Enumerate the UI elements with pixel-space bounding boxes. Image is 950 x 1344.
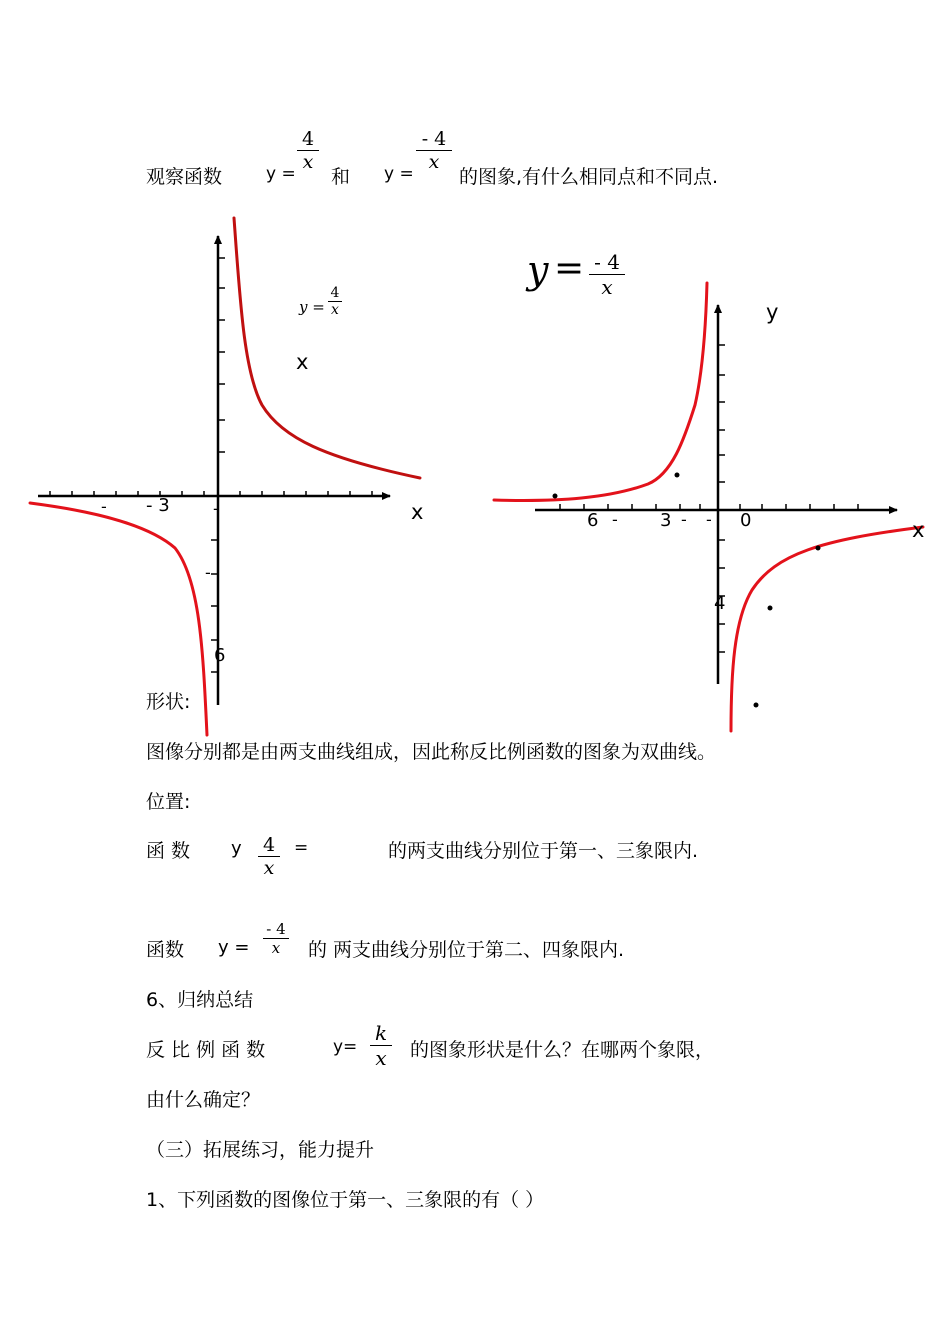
line1-num: 4 bbox=[262, 834, 276, 856]
right-tick-four: 4 bbox=[714, 593, 726, 614]
right-y-axis-label: y bbox=[766, 300, 779, 324]
left-label-num: 4 bbox=[330, 285, 340, 301]
shape-title: 形状: bbox=[146, 691, 191, 713]
intro-frac2-den: x bbox=[428, 151, 440, 173]
right-tick-three: 3 bbox=[660, 510, 672, 531]
right-tick-dash-1: - bbox=[612, 510, 618, 529]
line1-prefix: 函 数 bbox=[146, 840, 191, 862]
plot-point bbox=[768, 606, 773, 611]
left-graph-label-fraction bbox=[328, 285, 342, 318]
line1-eq: = bbox=[294, 838, 309, 858]
right-title-den: x bbox=[601, 275, 613, 299]
left-tick-below-origin: - bbox=[213, 499, 219, 518]
line1-y: y bbox=[231, 838, 242, 859]
intro-frac1-den: x bbox=[302, 151, 314, 173]
right-tick-six: 6 bbox=[587, 510, 599, 531]
right-tick-dash-3: - bbox=[706, 510, 712, 529]
left-tick-neg-a: - bbox=[101, 497, 107, 516]
summary-den: x bbox=[375, 1046, 387, 1070]
shape-text: 图像分别都是由两支曲线组成，因此称反比例函数的图象为双曲线。 bbox=[146, 741, 717, 763]
right-tick-zero: 0 bbox=[740, 510, 752, 531]
line1-suffix: 的两支曲线分别位于第一、三象限内. bbox=[388, 840, 699, 862]
summary-question-suffix: 的图象形状是什么？在哪两个象限， bbox=[410, 1039, 715, 1061]
line2-prefix: 函数 bbox=[146, 939, 185, 961]
right-graph-title-fraction bbox=[589, 250, 625, 299]
plot-point bbox=[754, 703, 759, 708]
summary-question-prefix: 反 比 例 函 数 bbox=[146, 1039, 266, 1061]
line2-den: x bbox=[271, 939, 281, 957]
left-curve-quadrant-1 bbox=[234, 218, 420, 478]
right-graph-title-y: y bbox=[527, 248, 549, 292]
intro-frac2-num: - 4 bbox=[421, 128, 447, 150]
intro-y-eq-2: y = bbox=[384, 164, 414, 184]
intro-suffix: 的图象,有什么相同点和不同点. bbox=[459, 166, 719, 188]
right-graph-title-eq: = bbox=[554, 248, 585, 289]
summary-fraction bbox=[370, 1021, 392, 1070]
right-x-axis-label: x bbox=[912, 518, 925, 542]
plot-point bbox=[675, 473, 680, 478]
right-title-num: - 4 bbox=[594, 250, 620, 274]
line1-den: x bbox=[263, 857, 275, 879]
left-label-den: x bbox=[331, 302, 339, 318]
line2-suffix: 的 两支曲线分别位于第二、四象限内. bbox=[308, 939, 625, 961]
line2-num: - 4 bbox=[266, 920, 286, 938]
intro-y-eq-1: y = bbox=[266, 164, 296, 184]
intro-prefix: 观察函数 bbox=[146, 166, 223, 188]
right-curve-quadrant-2 bbox=[494, 283, 707, 500]
intro-and: 和 bbox=[331, 166, 351, 188]
left-tick-neg-3: - 3 bbox=[146, 495, 170, 516]
summary-num: k bbox=[374, 1021, 388, 1045]
plot-point bbox=[816, 546, 821, 551]
summary-question-2: 由什么确定？ bbox=[146, 1089, 261, 1111]
right-graph-points bbox=[553, 473, 821, 708]
right-curve-quadrant-4 bbox=[731, 527, 923, 731]
right-tick-dash-2: - bbox=[681, 510, 687, 529]
intro-frac1-num: 4 bbox=[301, 128, 315, 150]
line2-fraction bbox=[263, 920, 289, 957]
line1-fraction bbox=[258, 834, 280, 879]
left-graph-stray-x: x bbox=[296, 350, 309, 374]
right-graph-axes bbox=[535, 305, 897, 684]
left-tick-neg-y: - bbox=[205, 563, 211, 582]
section-3-title: （三）拓展练习，能力提升 bbox=[146, 1139, 375, 1161]
exercise-1: 1、下列函数的图像位于第一、三象限的有（ ） bbox=[146, 1189, 545, 1211]
left-graph-label-y: y = bbox=[299, 298, 325, 316]
left-x-axis-label: x bbox=[411, 500, 424, 524]
left-tick-six: 6 bbox=[214, 645, 226, 666]
summary-title: 6、归纳总结 bbox=[146, 989, 254, 1011]
line2-y-eq: y = bbox=[218, 937, 250, 958]
plot-point bbox=[553, 494, 558, 499]
position-title: 位置: bbox=[146, 791, 191, 813]
summary-y-eq: y= bbox=[333, 1037, 358, 1057]
